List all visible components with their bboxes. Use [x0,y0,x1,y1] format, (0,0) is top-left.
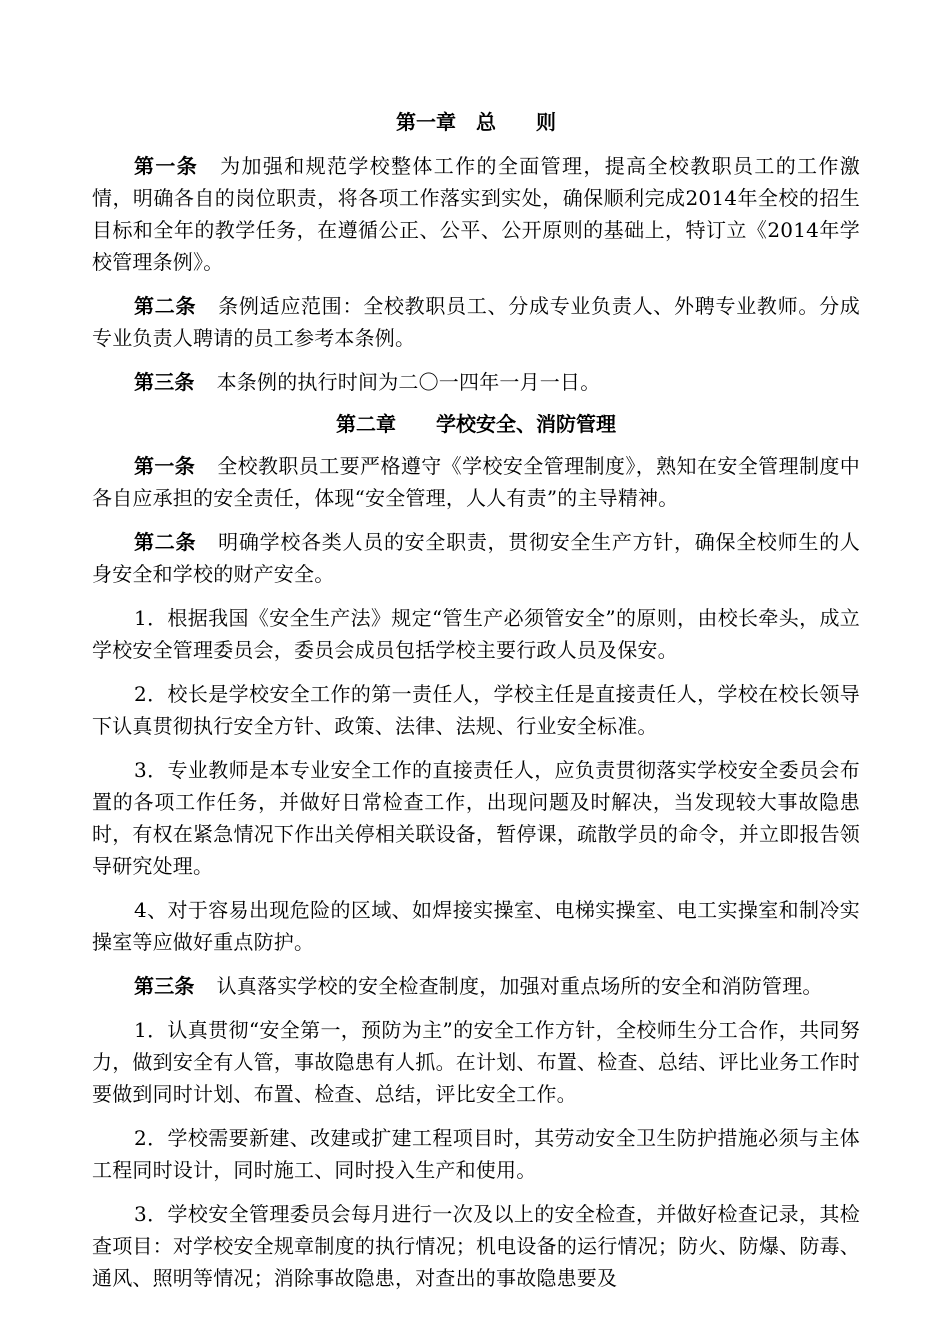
chapter-2-title: 第二章 学校安全、消防管理 [336,412,616,436]
article-text: 全校教职员工要严格遵守《学校安全管理制度》，熟知在安全管理制度中各自应承担的安全责任，体现“安全管理，人人有责”的主导精神。 [92,454,860,510]
chapter-2-article-2-item-3: 3．专业教师是本专业安全工作的直接责任人，应负责贯彻落实学校安全委员会布置的各项工作任务，并做好日常检查工作，出现问题及时解决，当发现较大事故隐患时，有权在紧急情况下作出关停相关联设备，暂停课，疏散学员的命令，并立即报告领导研究处理。 [92,758,860,878]
chapter-2-article-1 [92,450,860,514]
chapter-1-article-1 [92,150,860,278]
chapter-2-article-2 [92,526,860,590]
chapter-2-article-2-item-4: 4、对于容易出现危险的区域、如焊接实操室、电梯实操室、电工实操室和制冷实操室等应做好重点防护。 [92,898,860,954]
chapter-1-title: 第一章 总 则 [396,110,556,134]
chapter-2-article-3-item-1: 1．认真贯彻“安全第一，预防为主”的安全工作方针，全校师生分工合作，共同努力，做到安全有人管，事故隐患有人抓。在计划、布置、检查、总结、评比业务工作时要做到同时计划、布置、检查、总结，评比安全工作。 [92,1018,860,1106]
article-text: 明确学校各类人员的安全职责，贯彻安全生产方针，确保全校师生的人身安全和学校的财产安全。 [92,530,860,586]
chapter-2-article-3-item-2: 2．学校需要新建、改建或扩建工程项目时，其劳动安全卫生防护措施必须与主体工程同时设计，同时施工、同时投入生产和使用。 [92,1126,860,1182]
article-text: 认真落实学校的安全检查制度，加强对重点场所的安全和消防管理。 [216,974,823,998]
article-text: 条例适应范围：全校教职员工、分成专业负责人、外聘专业教师。分成专业负责人聘请的员工参考本条例。 [92,294,860,350]
article-label: 第二条 [134,530,197,554]
article-text: 为加强和规范学校整体工作的全面管理，提高全校教职员工的工作激情，明确各自的岗位职责，将各项工作落实到实处，确保顺利完成2014年全校的招生目标和全年的教学任务，在遵循公正、公平、公开原则的基础上，特订立《2014年学校管理条例》。 [92,154,860,274]
article-label: 第二条 [134,294,197,318]
chapter-2-article-2-item-1: 1．根据我国《安全生产法》规定“管生产必须管安全”的原则，由校长牵头，成立学校安全管理委员会，委员会成员包括学校主要行政人员及保安。 [92,606,860,662]
article-label: 第三条 [134,974,195,998]
article-label: 第一条 [134,154,199,178]
chapter-2-article-3-item-3: 3．学校安全管理委员会每月进行一次及以上的安全检查，并做好检查记录，其检查项目：对学校安全规章制度的执行情况；机电设备的运行情况；防火、防爆、防毒、通风、照明等情况；消除事故隐患，对查出的事故隐患要及 [92,1202,860,1290]
chapter-1-article-2 [92,290,860,354]
article-label: 第三条 [134,370,195,394]
chapter-1-article-3 [92,366,860,398]
chapter-2-article-2-item-2: 2．校长是学校安全工作的第一责任人，学校主任是直接责任人，学校在校长领导下认真贯彻执行安全方针、政策、法律、法规、行业安全标准。 [92,682,860,738]
chapter-2-article-3 [92,970,860,1002]
article-label: 第一条 [134,454,196,478]
article-text: 本条例的执行时间为二〇一四年一月一日。 [216,370,601,394]
